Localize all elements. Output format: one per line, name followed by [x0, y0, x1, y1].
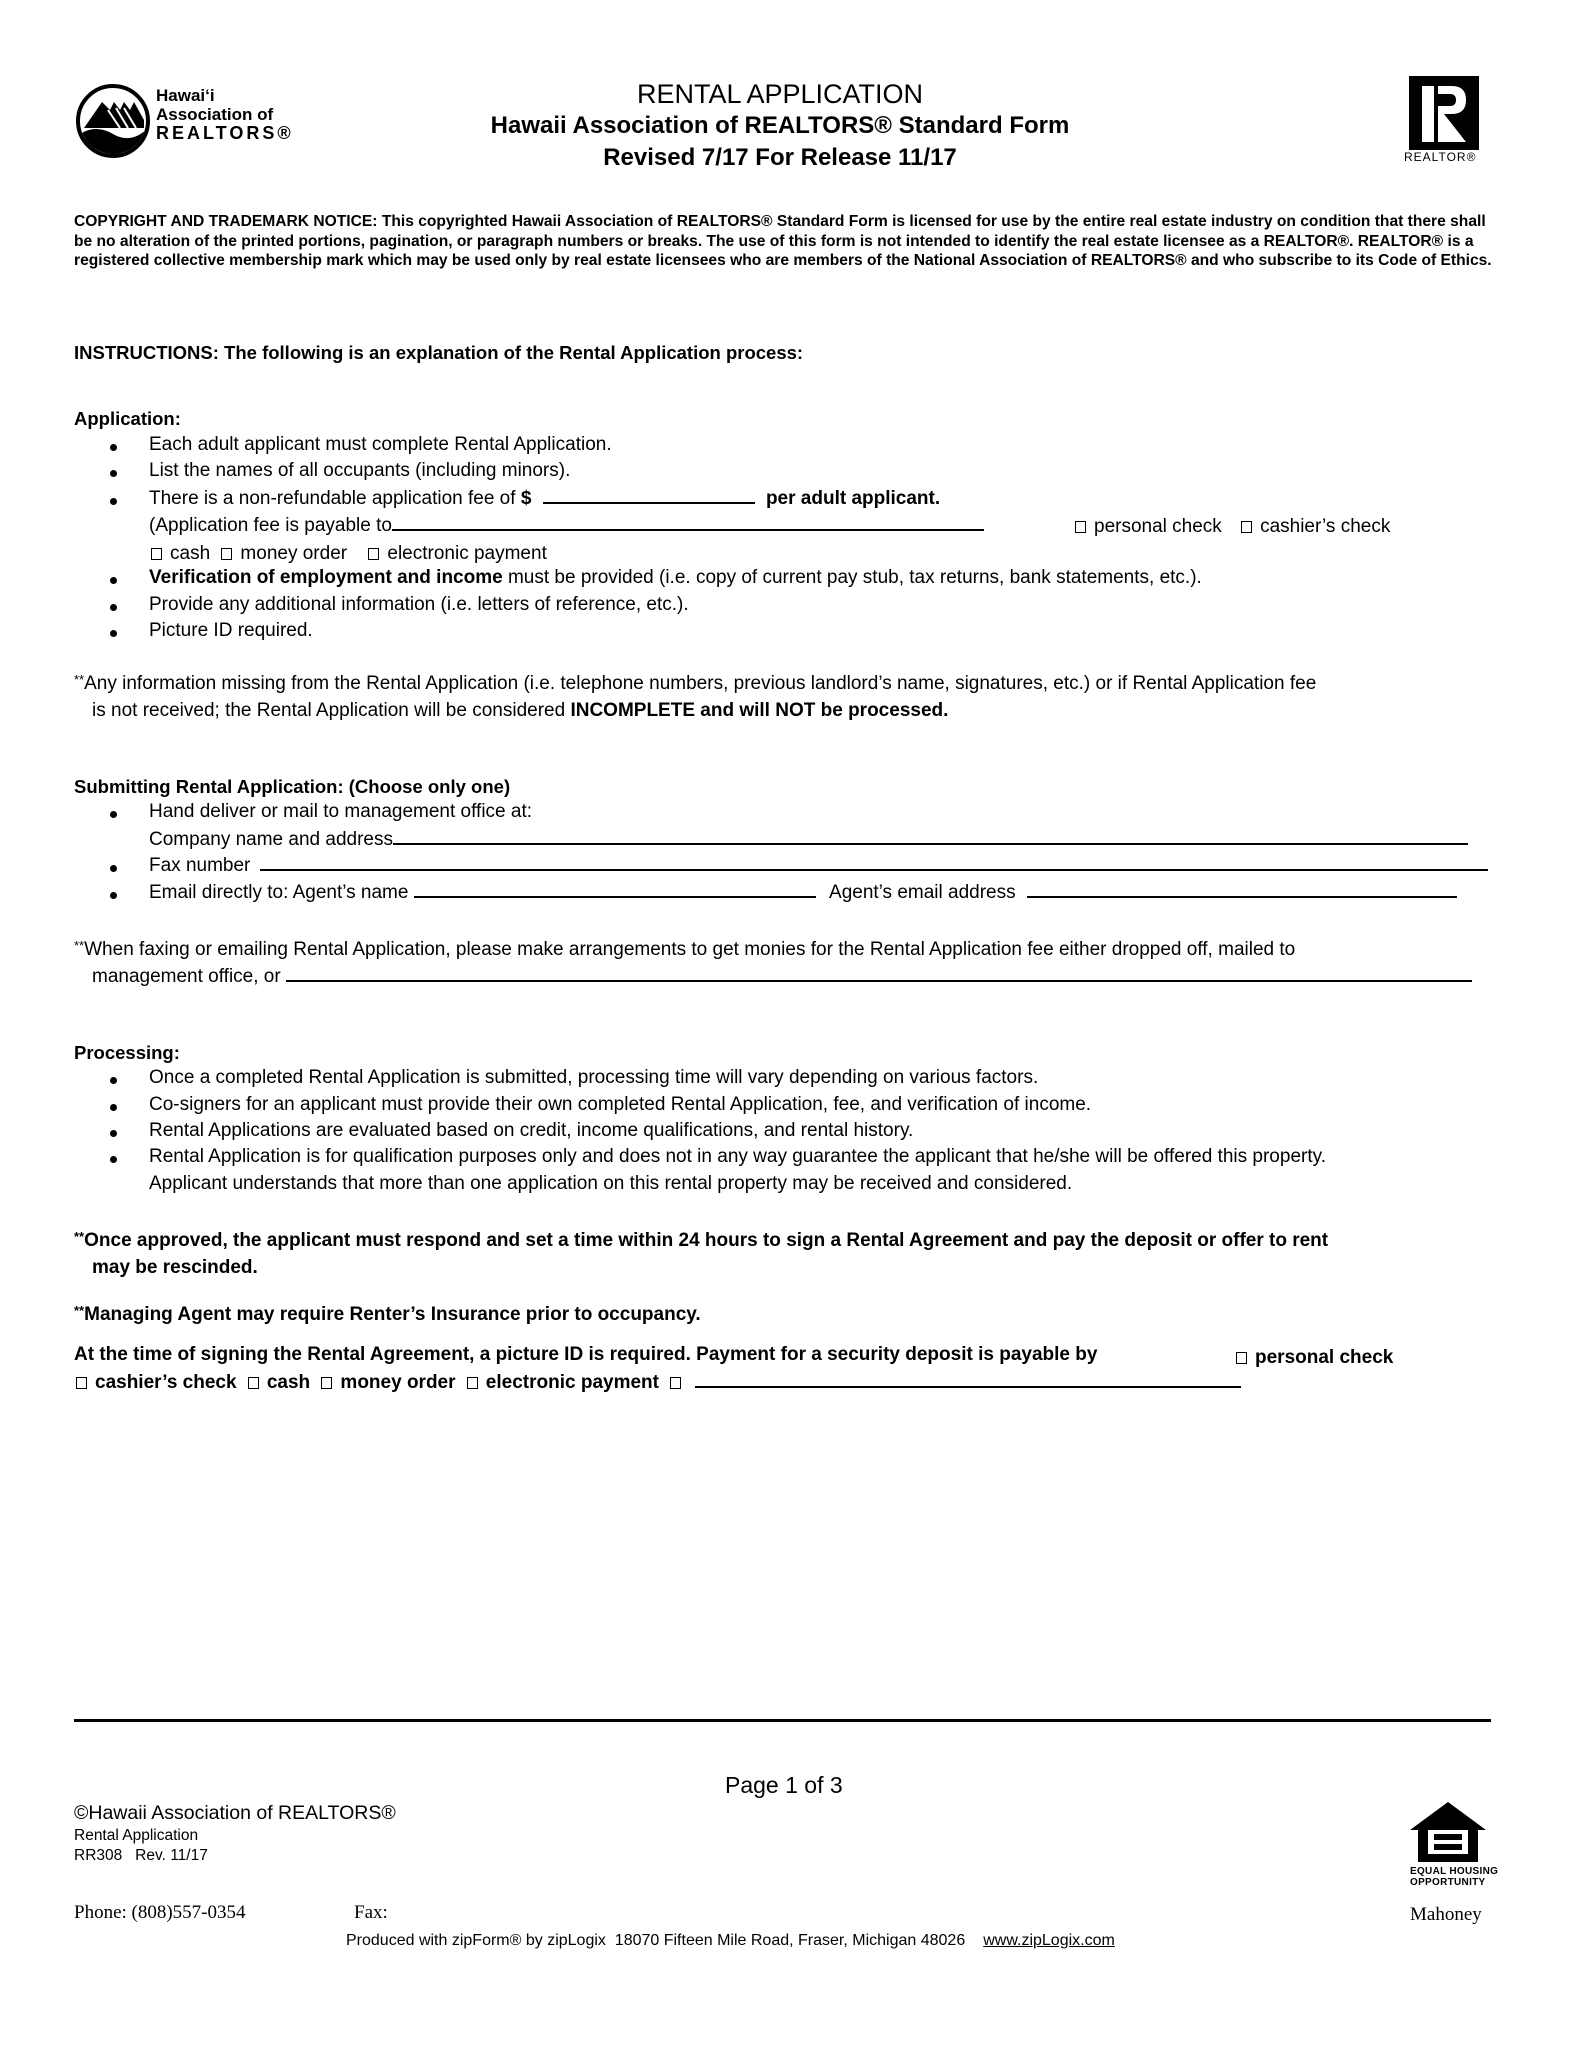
bullet-icon [110, 604, 117, 611]
money-order-checkbox[interactable] [221, 548, 232, 560]
submitting-heading: Submitting Rental Application: (Choose only one) [74, 776, 511, 797]
cashiers-check-checkbox[interactable] [1241, 521, 1252, 533]
agent-name-field[interactable] [414, 880, 816, 898]
processing-item-3: Rental Applications are evaluated based on credit, income qualifications, and rental history. [110, 1120, 913, 1142]
application-item-6: Picture ID required. [110, 620, 313, 642]
bullet-icon [110, 470, 117, 477]
form-revision: Revised 7/17 For Release 11/17 [603, 144, 957, 171]
approval-note: **Once approved, the applicant must respond and set a time within 24 hours to sign a Rental Agreement and pay the deposit or offer to rent may be rescinded. [74, 1229, 1329, 1278]
submitting-item-email: Email directly to: Agent’s name Agent’s email address [110, 880, 1457, 904]
footer-agent-name: Mahoney [1410, 1904, 1482, 1925]
application-item-5: Provide any additional information (i.e. letters of reference, etc.). [110, 594, 689, 616]
application-fee-field[interactable] [543, 486, 755, 504]
bullet-icon [110, 498, 117, 505]
processing-item-2: Co-signers for an applicant must provide their own completed Rental Application, fee, and verification of income. [110, 1094, 1091, 1116]
bullet-icon [110, 444, 117, 451]
cash-checkbox[interactable] [151, 548, 162, 560]
fee-alternative-field[interactable] [286, 964, 1472, 982]
submitting-item-1: Hand deliver or mail to management office at: [110, 801, 532, 823]
footer-fax: Fax: [354, 1902, 388, 1923]
company-address-field[interactable] [393, 827, 1468, 845]
deposit-other-field[interactable] [695, 1370, 1241, 1388]
deposit-line-2: cashier’s check cash money order electronic payment [74, 1370, 1241, 1394]
payable-to-row: (Application fee is payable to [149, 513, 984, 537]
bullet-icon [110, 892, 117, 899]
footer-phone: Phone: (808)557-0354 [74, 1902, 246, 1923]
insurance-note: **Managing Agent may require Renter’s Insurance prior to occupancy. [74, 1303, 701, 1325]
app-fee-other-options: cash money order electronic payment [149, 543, 547, 565]
bullet-icon [110, 811, 117, 818]
electronic-payment-checkbox[interactable] [368, 548, 379, 560]
footer-copyright: ©Hawaii Association of REALTORS® [74, 1802, 396, 1824]
bullet-icon [110, 630, 117, 637]
realtor-logo-label: REALTOR® [1404, 150, 1477, 164]
deposit-money-order-checkbox[interactable] [321, 1377, 332, 1389]
bullet-icon [110, 1156, 117, 1163]
processing-item-4-cont: Applicant understands that more than one application on this rental property may be received and considered. [149, 1173, 1073, 1194]
app-fee-check-options: personal check cashier’s check [1075, 516, 1390, 538]
fax-email-note: **When faxing or emailing Rental Application, please make arrangements to get monies for the Rental Application fee either dropped off, mailed to management office, or [74, 933, 1472, 990]
bullet-icon [110, 865, 117, 872]
bullet-icon [110, 1130, 117, 1137]
equal-housing-label: EQUAL HOUSING OPPORTUNITY [1410, 1866, 1499, 1888]
deposit-line-1: At the time of signing the Rental Agreement, a picture ID is required. Payment for a security deposit is payable by [74, 1344, 1098, 1365]
processing-heading: Processing: [74, 1042, 180, 1063]
deposit-other-checkbox[interactable] [670, 1377, 681, 1389]
bullet-icon [110, 1104, 117, 1111]
company-row: Company name and address [149, 827, 1468, 851]
page-number: Page 1 of 3 [725, 1772, 843, 1798]
form-title: RENTAL APPLICATION [636, 79, 924, 109]
instructions-heading: INSTRUCTIONS: The following is an explanation of the Rental Application process: [74, 342, 804, 363]
copyright-notice: COPYRIGHT AND TRADEMARK NOTICE: This copyrighted Hawaii Association of REALTORS® Standard Form is licensed for use by the entire real estate industry on condition that there shall be no alteration of the printed portions, pagination, or paragraph numbers or breaks. The use of this form is not intended to identify the real estate licensee as a REALTOR®. REALTOR® is a registered collective membership mark which may be used only by real estate licensees who are members of the National Association of REALTORS® and who subscribe to its Code of Ethics. [74, 213, 1492, 269]
footer-form-name: Rental Application [74, 1827, 199, 1844]
deposit-personal-check-checkbox[interactable] [1236, 1352, 1247, 1364]
fax-number-field[interactable] [260, 853, 1488, 871]
logo-line-3: REALTORS® [156, 123, 294, 143]
application-item-1: Each adult applicant must complete Rental Application. [110, 434, 612, 456]
form-subtitle: Hawaii Association of REALTORS® Standard Form [490, 112, 1070, 139]
logo-line-1: Hawai‘i [156, 86, 215, 105]
logo-line-2: Association of [156, 105, 274, 124]
missing-info-note: **Any information missing from the Rental Application (i.e. telephone numbers, previous landlord’s name, signatures, etc.) or if Rental Application fee is not received; the Rental Application will be considered INCOMPLETE and will NOT be processed. [74, 672, 1317, 721]
agent-email-field[interactable] [1027, 880, 1457, 898]
processing-item-1: Once a completed Rental Application is submitted, processing time will vary depending on various factors. [110, 1067, 1038, 1089]
ziplogix-link[interactable]: www.zipLogix.com [983, 1932, 1115, 1949]
submitting-item-fax: Fax number [110, 853, 1488, 877]
bullet-icon [110, 577, 117, 584]
footer-divider [74, 1719, 1491, 1722]
realtor-r-logo-icon [1409, 76, 1479, 150]
deposit-cashiers-check-checkbox[interactable] [76, 1377, 87, 1389]
deposit-electronic-checkbox[interactable] [467, 1377, 478, 1389]
mountain-wave-icon [76, 84, 150, 158]
form-title-block [400, 78, 1160, 174]
payable-to-field[interactable] [392, 513, 984, 531]
footer-form-code: RR308 Rev. 11/17 [74, 1847, 208, 1864]
footer-form-info [74, 1826, 208, 1866]
deposit-personal-check-option: personal check [1236, 1347, 1393, 1369]
deposit-cash-checkbox[interactable] [248, 1377, 259, 1389]
equal-housing-icon [1408, 1800, 1488, 1869]
application-item-4: Verification of employment and income must be provided (i.e. copy of current pay stub, tax returns, bank statements, etc.). [110, 567, 1202, 589]
application-item-2: List the names of all occupants (including minors). [110, 460, 570, 482]
hawaii-realtors-logo [76, 82, 316, 162]
application-heading: Application: [74, 408, 181, 429]
personal-check-checkbox[interactable] [1075, 521, 1086, 533]
bullet-icon [110, 1077, 117, 1084]
footer-produced-with: Produced with zipForm® by zipLogix 18070 Fifteen Mile Road, Fraser, Michigan 48026 www.zipLogix.com [346, 1932, 1115, 1949]
application-item-3: There is a non-refundable application fee of $ per adult applicant. [110, 486, 940, 510]
processing-item-4: Rental Application is for qualification purposes only and does not in any way guarantee the applicant that he/she will be offered this property. [110, 1146, 1326, 1168]
